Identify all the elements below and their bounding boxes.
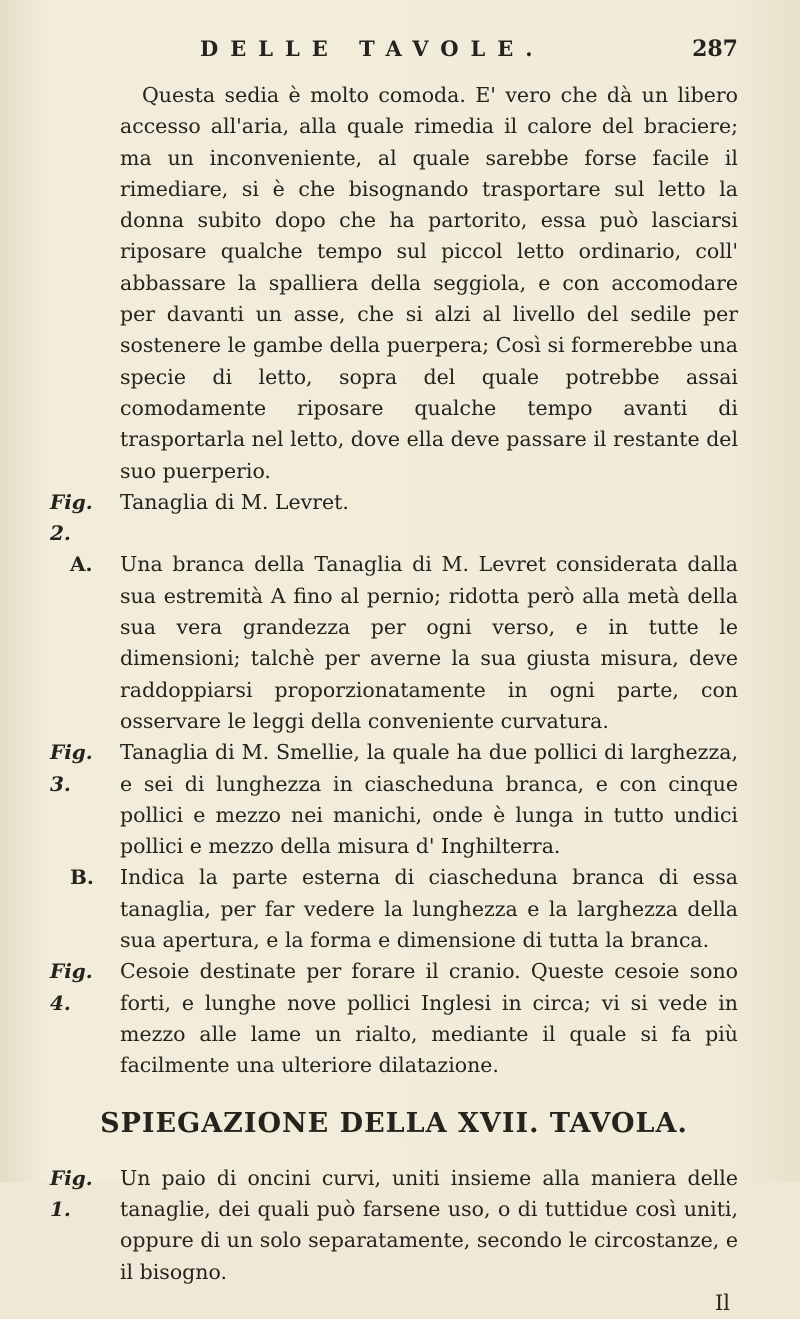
- figure-entry: [50, 737, 738, 862]
- figure-entry: [50, 956, 738, 1081]
- entry-text: Cesoie destinate per forare il cranio. Queste cesoie sono forti, e lunghe nove pollici Inglesi in circa; vi si vede in mezzo alle lame un rialto, mediante il quale si fa più facilmente una ulteriore dilatazione.: [120, 959, 738, 1078]
- entry-text: Tanaglia di M. Levret.: [120, 489, 349, 514]
- running-title: DELLE TAVOLE.: [200, 36, 545, 61]
- page-number: 287: [692, 36, 738, 62]
- entry-label: B.: [70, 865, 94, 890]
- entry-text: Un paio di oncini curvi, uniti insieme alla maniera delle tanaglie, dei quali può farsene uso, o di tuttidue così uniti, oppure di un solo separatamente, secondo le circostanze, e il bisogno.: [120, 1165, 738, 1284]
- figure-entry: [50, 549, 738, 737]
- figure-entries: [50, 487, 738, 1082]
- entry-label: Fig. 1.: [50, 1165, 93, 1222]
- entry-text: Tanaglia di M. Smellie, la quale ha due pollici di larghezza, e sei di lunghezza in ciascheduna branca, e con cinque pollici e mezzo nei manichi, onde è lunga in tutto undici pollici e mezzo della misura d' Inghilterra.: [120, 740, 738, 859]
- entry-label: A.: [70, 552, 93, 577]
- entry-label: Fig. 2.: [50, 489, 93, 546]
- entry-text: Una branca della Tanaglia di M. Levret considerata dalla sua estremità A fino al pernio; ridotta però alla metà della sua vera grandezza per ogni verso, e in tutte le dimensioni; talchè per averne la sua giusta misura, deve raddoppiarsi proporzionatamente in ogni parte, con osservare le leggi della conveniente curvatura.: [120, 552, 738, 733]
- body-text: [50, 80, 738, 1319]
- running-head: [200, 36, 738, 62]
- figure-entry: [50, 862, 738, 956]
- section-heading: SPIEGAZIONE DELLA XVII. TAVOLA.: [100, 1107, 688, 1139]
- intro-paragraph: Questa sedia è molto comoda. E' vero che dà un libero accesso all'aria, alla quale rimedia il calore del braciere; ma un inconveniente, al quale sarebbe forse facile il rimediare, si è che bisognando trasportare sul letto la donna subito dopo che ha partorito, essa può lasciarsi riposare qualche tempo sul piccol letto ordinario, coll' abbassare la spalliera della seggiola, e con accomodare per davanti un asse, che si alzi al livello del sedile per sostenere le gambe della puerpera; Così si formerebbe una specie di letto, sopra del quale potrebbe assai comodamente riposare qualche tempo avanti di trasportarla nel letto, dove ella deve passare il restante del suo puerperio.: [120, 83, 738, 483]
- figure-entry: [50, 487, 738, 550]
- entry-text: Indica la parte esterna di ciascheduna branca di essa tanaglia, per far vedere la lunghezza e la larghezza della sua apertura, e la forma e dimensione di tutta la branca.: [120, 865, 738, 953]
- entry-label: Fig. 3.: [50, 740, 93, 796]
- entry-label: Fig. 4.: [50, 959, 93, 1015]
- catchword: Il: [714, 1290, 730, 1315]
